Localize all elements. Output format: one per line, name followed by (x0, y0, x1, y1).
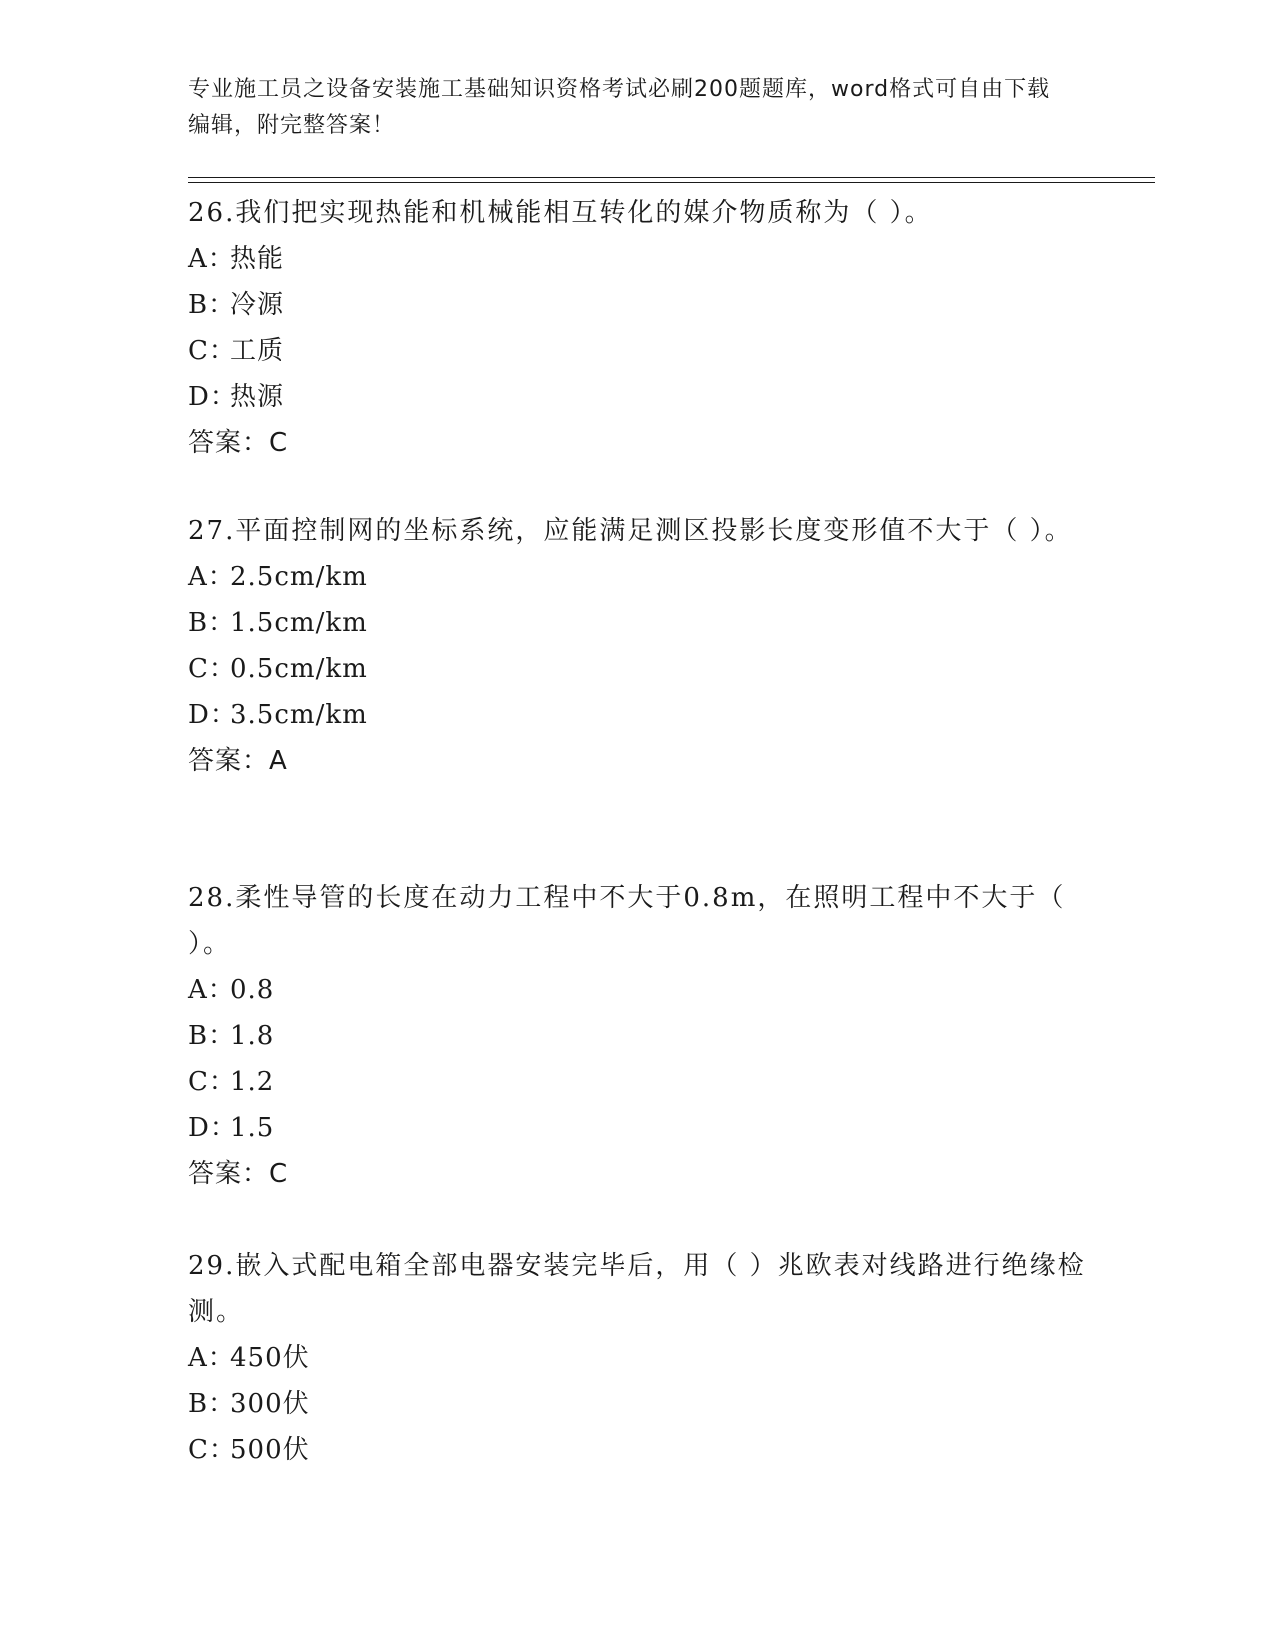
option-text: 0.8 (230, 975, 275, 1005)
option-d (188, 1105, 1088, 1151)
option-text: 热源 (230, 382, 285, 412)
option-key: A： (188, 975, 235, 1005)
question-block (188, 508, 1088, 784)
option-d (188, 374, 1088, 420)
question-block (188, 1243, 1088, 1473)
option-key: B： (188, 608, 236, 638)
option-text: 500伏 (230, 1435, 310, 1465)
option-d (188, 692, 1088, 738)
option-key: A： (188, 562, 235, 592)
option-key: C： (188, 336, 236, 366)
option-text: 1.5 (230, 1113, 275, 1143)
option-a (188, 1335, 1088, 1381)
option-b (188, 600, 1088, 646)
option-text: 3.5cm/km (230, 700, 368, 730)
option-text: 1.8 (230, 1021, 275, 1051)
option-key: D： (188, 382, 237, 412)
option-key: C： (188, 1067, 236, 1097)
option-a (188, 554, 1088, 600)
question-stem: 26.我们把实现热能和机械能相互转化的媒介物质称为（ ）。 (188, 198, 933, 228)
option-a (188, 236, 1088, 282)
option-text: 热能 (230, 244, 285, 274)
option-text: 300伏 (230, 1389, 310, 1419)
header-divider-bottom (188, 182, 1155, 183)
option-a (188, 967, 1088, 1013)
option-key: B： (188, 1389, 236, 1419)
question-stem: 28.柔性导管的长度在动力工程中不大于0.8m，在照明工程中不大于（ ）。 (188, 883, 1066, 959)
option-text: 工质 (230, 336, 285, 366)
answer-line: 答案：A (188, 746, 288, 776)
question-stem: 29.嵌入式配电箱全部电器安装完毕后，用（ ）兆欧表对线路进行绝缘检测。 (188, 1251, 1086, 1327)
option-key: D： (188, 1113, 237, 1143)
option-text: 1.5cm/km (230, 608, 368, 638)
question-block (188, 190, 1088, 466)
option-b (188, 1013, 1088, 1059)
document-header (188, 72, 1068, 144)
option-text: 2.5cm/km (230, 562, 368, 592)
option-key: C： (188, 1435, 236, 1465)
question-stem: 27.平面控制网的坐标系统，应能满足测区投影长度变形值不大于（ ）。 (188, 516, 1073, 546)
option-key: D： (188, 700, 237, 730)
option-c (188, 646, 1088, 692)
option-b (188, 282, 1088, 328)
header-intro-text: 专业施工员之设备安装施工基础知识资格考试必刷200题题库，word格式可自由下载编辑，附完整答案！ (188, 77, 1051, 138)
option-key: A： (188, 1343, 235, 1373)
question-block (188, 875, 1088, 1197)
option-key: B： (188, 1021, 236, 1051)
header-divider-top (188, 177, 1155, 178)
answer-line: 答案：C (188, 1159, 289, 1189)
option-b (188, 1381, 1088, 1427)
option-text: 450伏 (230, 1343, 310, 1373)
option-key: C： (188, 654, 236, 684)
option-c (188, 1427, 1088, 1473)
option-key: A： (188, 244, 235, 274)
option-key: B： (188, 290, 236, 320)
option-text: 1.2 (230, 1067, 275, 1097)
option-c (188, 1059, 1088, 1105)
answer-line: 答案：C (188, 428, 289, 458)
option-text: 0.5cm/km (230, 654, 368, 684)
option-c (188, 328, 1088, 374)
option-text: 冷源 (230, 290, 285, 320)
